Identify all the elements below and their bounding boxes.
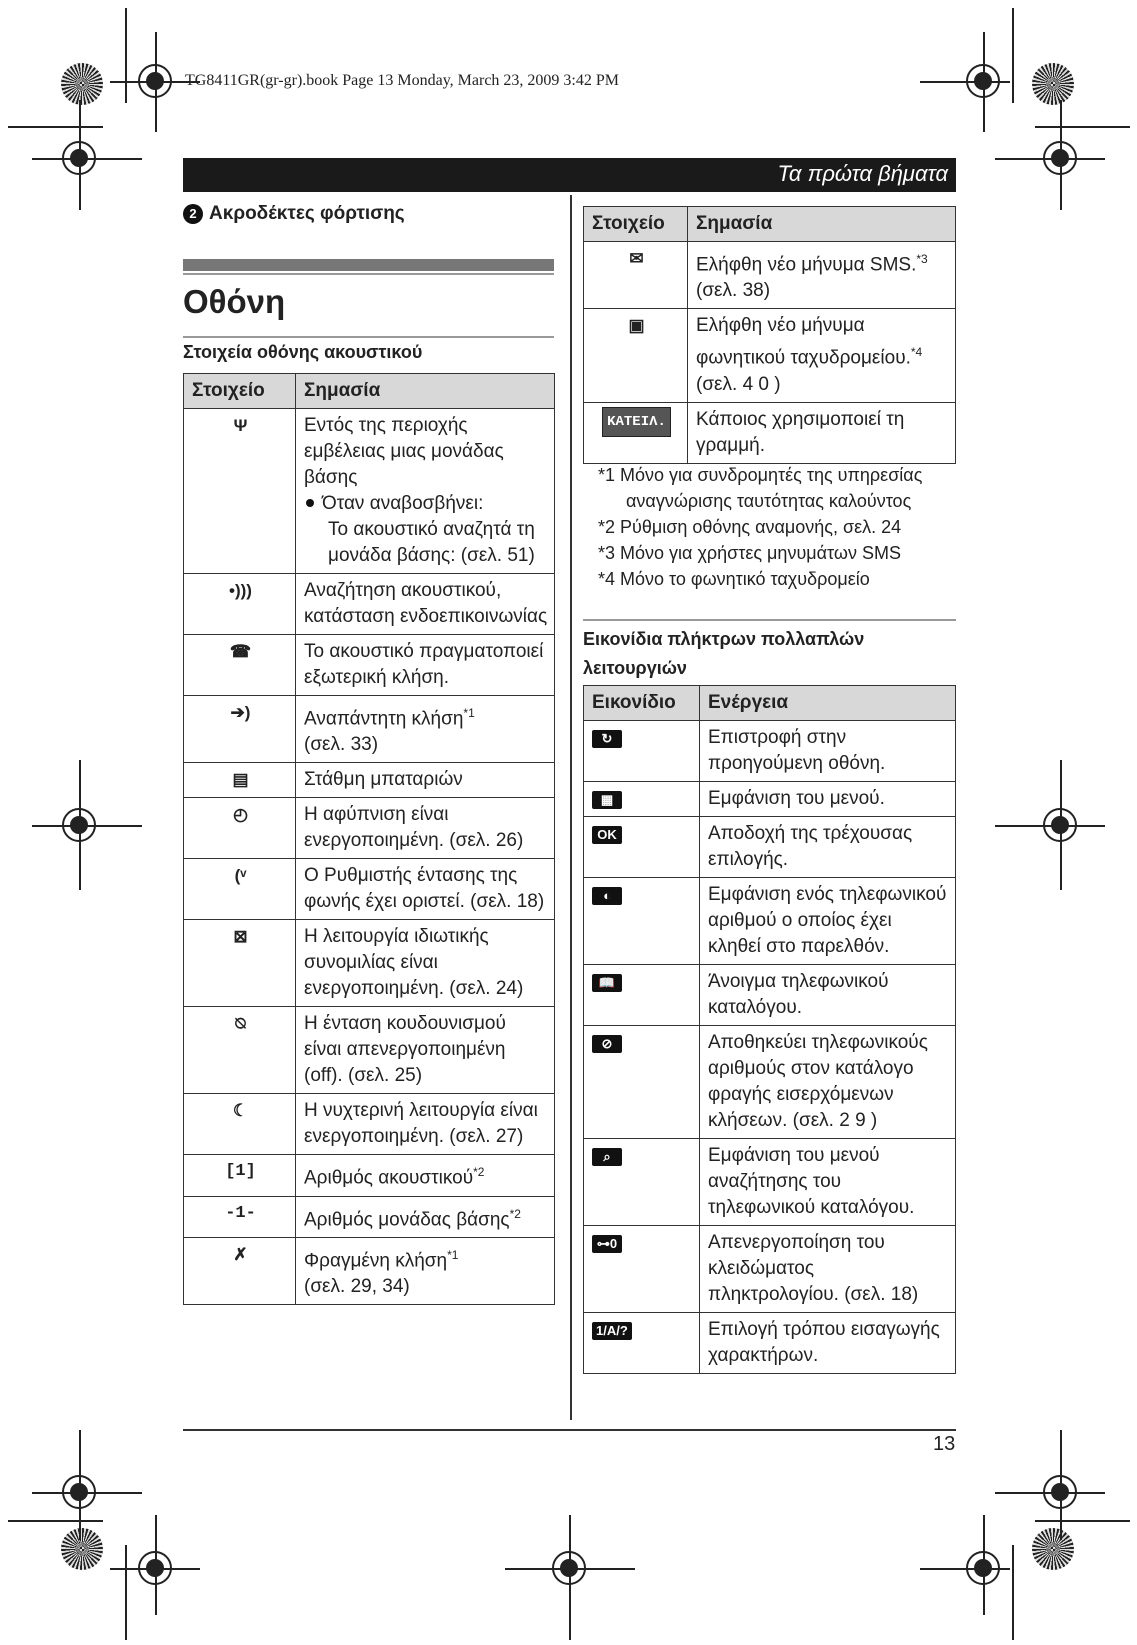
crop-line xyxy=(1012,1545,1014,1640)
crop-line xyxy=(110,1568,200,1570)
base-number-icon: -1- xyxy=(184,1196,296,1237)
footnote-ref: *1 xyxy=(447,1247,459,1262)
table-row xyxy=(184,1094,555,1155)
table-row xyxy=(584,817,956,878)
table-row xyxy=(584,1026,956,1139)
table-header-row xyxy=(584,686,956,721)
table-row xyxy=(584,878,956,965)
page-ref: (σελ. 29, 34) xyxy=(304,1276,410,1298)
alarm-icon: ◴ xyxy=(184,798,296,859)
col-header-meaning: Σημασία xyxy=(688,207,956,242)
table-row xyxy=(184,1237,555,1304)
section-banner xyxy=(183,158,956,192)
footnote: *1 Μόνο για συνδρομητές της υπηρεσίας xyxy=(598,465,923,485)
footnote-ref: *3 xyxy=(916,252,928,266)
crop-line xyxy=(569,1515,571,1640)
table-row xyxy=(184,1007,555,1094)
row-meaning: Αριθμός ακουστικού xyxy=(304,1167,474,1189)
crop-line xyxy=(995,825,1105,827)
crop-line xyxy=(920,1568,1010,1570)
row-action: Αποδοχή της τρέχουσας επιλογής. xyxy=(700,817,956,878)
heading-rule xyxy=(183,259,554,271)
call-block-icon: ⊘ xyxy=(592,1035,622,1053)
row-action: Εμφάνιση του μενού. xyxy=(700,782,956,817)
color-registration-disc xyxy=(1032,1528,1074,1570)
line-in-use-icon: ΚΑΤΕΙΛ. xyxy=(602,407,671,437)
softkey-icons-table xyxy=(583,685,956,1374)
crop-line xyxy=(1060,1430,1062,1540)
table-header-row xyxy=(184,374,555,409)
row-action: Επιστροφή στην προηγούμενη οθόνη. xyxy=(700,721,956,782)
table-row xyxy=(584,309,956,402)
char-mode-icon: 1/A/? xyxy=(592,1322,632,1340)
table-row xyxy=(184,574,555,635)
page-number: 13 xyxy=(933,1433,956,1455)
crop-line xyxy=(8,1520,103,1522)
footer-rule xyxy=(183,1429,956,1431)
row-meaning: Η ένταση κουδουνισμού είναι απενεργοποιημένη (off). (σελ. 25) xyxy=(296,1007,555,1094)
col-header-item: Στοιχείο xyxy=(584,207,688,242)
section-title: Τα πρώτα βήματα xyxy=(777,161,948,186)
crop-line xyxy=(995,158,1105,160)
privacy-icon: ⊠ xyxy=(184,920,296,1007)
table-row xyxy=(584,721,956,782)
row-meaning: Ελήφθη νέο μήνυμα SMS. xyxy=(696,254,917,276)
table-row xyxy=(184,409,555,574)
col-header-action: Ενέργεια xyxy=(700,686,956,721)
page-title: Οθόνη xyxy=(183,283,286,320)
back-icon: ↻ xyxy=(592,730,622,748)
ringer-off-icon: ⍉ xyxy=(184,1007,296,1094)
crop-line xyxy=(995,1492,1105,1494)
table-row xyxy=(584,402,956,463)
bullet xyxy=(306,499,314,507)
crop-line xyxy=(32,1492,142,1494)
table-row xyxy=(184,1196,555,1237)
key-lock-icon: ⊶0 xyxy=(592,1235,622,1253)
footnote-ref: *2 xyxy=(473,1165,485,1180)
row-bullet: Όταν αναβοσβήνει: xyxy=(322,493,484,514)
voice-volume-icon: (ᵛ xyxy=(184,859,296,920)
charging-terminals-heading: 2 Ακροδέκτες φόρτισης xyxy=(183,203,405,225)
crop-line xyxy=(79,760,81,890)
crop-line xyxy=(32,825,142,827)
table-row xyxy=(584,1139,956,1226)
crop-line xyxy=(125,1545,127,1640)
handset-display-table xyxy=(183,373,555,1305)
footnote: αναγνώρισης ταυτότητας καλούντος xyxy=(626,491,912,511)
color-registration-disc xyxy=(1032,63,1074,105)
column-divider xyxy=(570,195,572,1420)
answering-icon: ➔) xyxy=(184,696,296,763)
footnote: *3 Μόνο για χρήστες μηνυμάτων SMS xyxy=(598,543,901,563)
crop-line xyxy=(1060,100,1062,210)
battery-icon: ▤ xyxy=(184,763,296,798)
row-action: Επιλογή τρόπου εισαγωγής χαρακτήρων. xyxy=(700,1313,956,1374)
crop-line xyxy=(1035,126,1130,128)
crop-line xyxy=(1012,8,1014,103)
row-meaning: Εντός της περιοχής εμβέλειας μιας μονάδας βάσης xyxy=(304,415,504,488)
row-meaning: Η λειτουργία ιδιωτικής συνομιλίας είναι ενεργοποιημένη. (σελ. 24) xyxy=(296,920,555,1007)
crop-line xyxy=(505,1568,635,1570)
table-row xyxy=(584,1313,956,1374)
color-registration-disc xyxy=(61,63,103,105)
row-meaning: Το ακουστικό πραγματοποιεί εξωτερική κλήση. xyxy=(296,635,555,696)
footnote-ref: *1 xyxy=(463,706,475,720)
callout-number-2: 2 xyxy=(183,204,203,224)
row-meaning: Αναζήτηση ακουστικού, κατάσταση ενδοεπικοινωνίας xyxy=(296,574,555,635)
subheading-rule xyxy=(583,619,956,621)
table-row xyxy=(184,635,555,696)
row-meaning: Ο Ρυθμιστής έντασης της φωνής έχει οριστεί. (σελ. 18) xyxy=(296,859,555,920)
intercom-icon: •))) xyxy=(184,574,296,635)
crop-line xyxy=(1035,1520,1130,1522)
footnote: *4 Μόνο το φωνητικό ταχυδρομείο xyxy=(598,569,870,589)
table-row xyxy=(184,696,555,763)
page-ref: (σελ. 33) xyxy=(304,734,379,756)
blocked-call-icon: ✗ xyxy=(184,1237,296,1304)
footnotes xyxy=(598,462,922,592)
page-ref: (σελ. 38) xyxy=(696,280,771,302)
row-action: Αποθηκεύει τηλεφωνικούς αριθμούς στον κατάλογο φραγής εισερχόμενων κλήσεων. (σελ. 2 9 ) xyxy=(700,1026,956,1139)
voicemail-icon: ▣ xyxy=(584,309,688,402)
heading-rule-thin xyxy=(183,273,554,275)
row-action: Άνοιγμα τηλεφωνικού καταλόγου. xyxy=(700,965,956,1026)
footnote-ref: *2 xyxy=(509,1206,521,1221)
handset-icon: ☎ xyxy=(184,635,296,696)
table-row xyxy=(184,859,555,920)
crop-line xyxy=(79,1430,81,1540)
footnote-ref: *4 xyxy=(910,345,923,360)
crop-line xyxy=(155,1515,157,1615)
row-action: Απενεργοποίηση του κλειδώματος πληκτρολογίου. (σελ. 18) xyxy=(700,1226,956,1313)
softkey-icons-subheading: Εικονίδια πλήκτρων πολλαπλών λειτουργιών xyxy=(583,629,865,678)
table-row xyxy=(184,798,555,859)
table-row xyxy=(584,782,956,817)
table-row xyxy=(584,1226,956,1313)
row-meaning: Κάποιος χρησιμοποιεί τη γραμμή. xyxy=(688,402,956,463)
page-ref: (σελ. 4 0 ) xyxy=(696,373,781,395)
crop-line xyxy=(79,100,81,210)
display-items-subheading: Στοιχεία οθόνης ακουστικού xyxy=(183,342,423,362)
antenna-icon: Ψ xyxy=(184,409,296,574)
row-meaning: Η αφύπνιση είναι ενεργοποιημένη. (σελ. 26) xyxy=(296,798,555,859)
crop-line xyxy=(8,126,103,128)
book-file-header: TG8411GR(gr-gr).book Page 13 Monday, March 23, 2009 3:42 PM xyxy=(185,72,619,89)
row-subtext: Το ακουστικό αναζητά τη μονάδα βάσης: (σελ. 51) xyxy=(328,519,535,566)
footnote: *2 Ρύθμιση οθόνης αναμονής, σελ. 24 xyxy=(598,517,902,537)
crop-line xyxy=(983,1515,985,1615)
row-action: Εμφάνιση του μενού αναζήτησης του τηλεφωνικού καταλόγου. xyxy=(700,1139,956,1226)
row-meaning: Η νυχτερινή λειτουργία είναι ενεργοποιημένη. (σελ. 27) xyxy=(296,1094,555,1155)
table-row xyxy=(584,242,956,309)
sms-icon: ✉ xyxy=(584,242,688,309)
row-meaning: Φραγμένη κλήση xyxy=(304,1250,448,1272)
ok-icon: OK xyxy=(592,826,622,844)
table-header-row xyxy=(584,207,956,242)
col-header-meaning: Σημασία xyxy=(296,374,555,409)
table-row xyxy=(184,920,555,1007)
night-mode-icon: ☾ xyxy=(184,1094,296,1155)
phonebook-icon: 📖 xyxy=(592,974,622,992)
message-icons-table xyxy=(583,206,956,464)
crop-line xyxy=(920,81,1010,83)
row-meaning: Στάθμη μπαταριών xyxy=(296,763,555,798)
crop-line xyxy=(1060,760,1062,890)
crop-line xyxy=(32,158,142,160)
handset-number-icon: [1] xyxy=(184,1155,296,1196)
color-registration-disc xyxy=(61,1528,103,1570)
table-row xyxy=(184,763,555,798)
row-meaning: Ελήφθη νέο μήνυμα φωνητικού ταχυδρομείου. xyxy=(696,315,911,369)
caller-list-icon: ◐ xyxy=(592,887,622,905)
row-action: Εμφάνιση ενός τηλεφωνικού αριθμού ο οποίος έχει κληθεί στο παρελθόν. xyxy=(700,878,956,965)
menu-icon: ▦ xyxy=(592,791,622,809)
search-icon: ⌕ xyxy=(592,1148,622,1166)
row-meaning: Αριθμός μονάδας βάσης xyxy=(304,1208,510,1230)
table-row xyxy=(184,1155,555,1196)
col-header-icon: Εικονίδιο xyxy=(584,686,700,721)
subheading-rule xyxy=(183,336,554,338)
crop-line xyxy=(125,8,127,103)
col-header-item: Στοιχείο xyxy=(184,374,296,409)
table-row xyxy=(584,965,956,1026)
row-meaning: Αναπάντητη κλήση xyxy=(304,708,464,730)
